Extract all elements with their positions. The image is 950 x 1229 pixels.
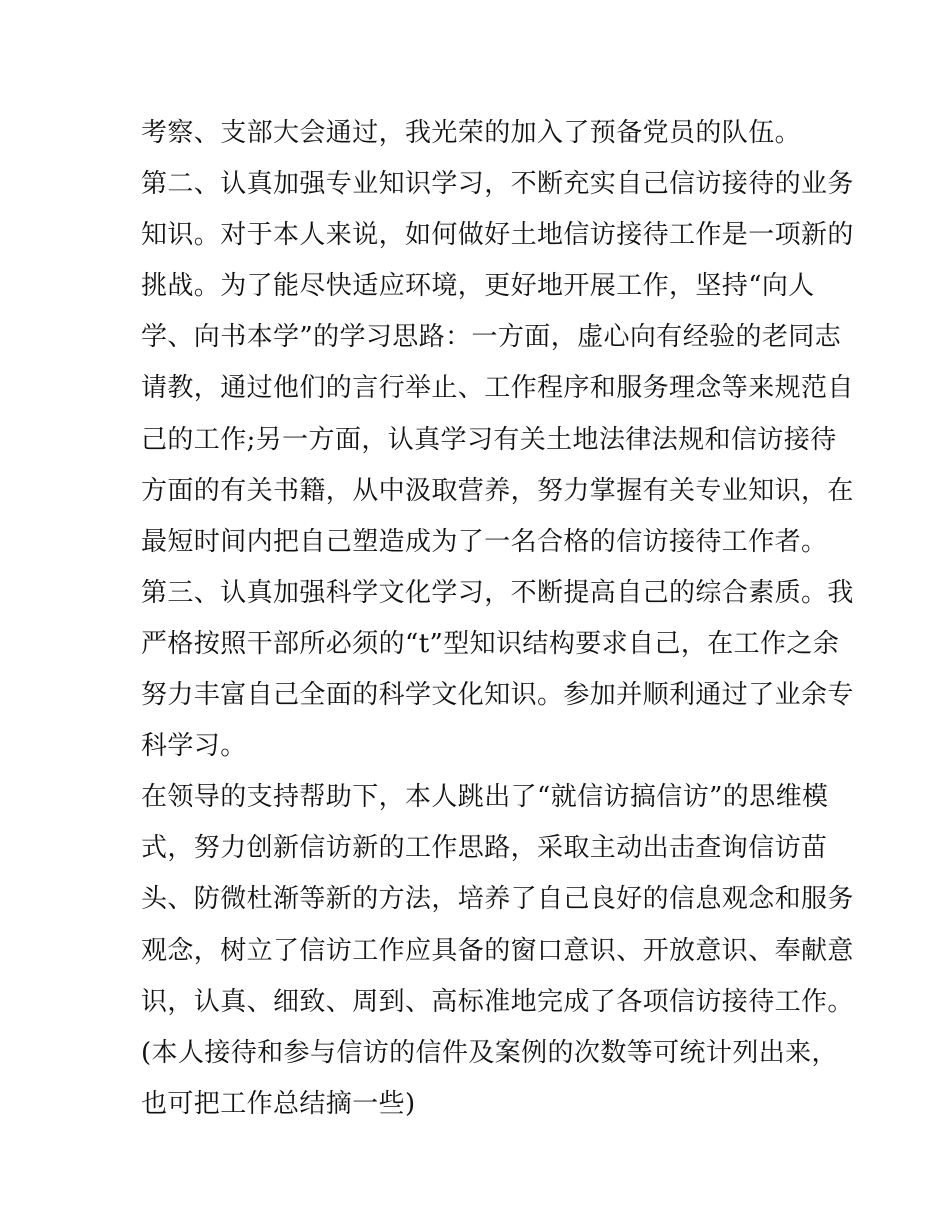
text-line: 严格按照干部所必须的“t”型知识结构要求自己，在工作之余 bbox=[141, 628, 840, 659]
text-line: 头、防微杜渐等新的方法，培养了自己良好的信息观念和服务 bbox=[141, 884, 854, 915]
text-line: 式，努力创新信访新的工作思路，采取主动出击查询信访苗 bbox=[141, 833, 828, 864]
text-line: 知识。对于本人来说，如何做好土地信访接待工作是一项新的 bbox=[141, 220, 854, 251]
text-line: 在领导的支持帮助下，本人跳出了“就信访搞信访”的思维模 bbox=[141, 782, 829, 813]
text-line: (本人接待和参与信访的信件及案例的次数等可统计列出来， bbox=[141, 1037, 838, 1068]
text-line: 努力丰富自己全面的科学文化知识。参加并顺利通过了业余专 bbox=[141, 680, 854, 711]
text-line: 第二、认真加强专业知识学习，不断充实自己信访接待的业务 bbox=[141, 169, 854, 200]
text-line: 科学习。 bbox=[141, 731, 247, 762]
text-line: 考察、支部大会通过，我光荣的加入了预备党员的队伍。 bbox=[141, 118, 802, 148]
text-line: 己的工作;另一方面，认真学习有关土地法律法规和信访接待 bbox=[141, 424, 837, 455]
text-line: 也可把工作总结摘一些) bbox=[141, 1088, 416, 1119]
text-line: 挑战。为了能尽快适应环境，更好地开展工作，坚持“向人 bbox=[141, 271, 815, 302]
text-line: 方面的有关书籍，从中汲取营养，努力掌握有关专业知识，在 bbox=[141, 475, 854, 506]
text-line: 请教，通过他们的言行举止、工作程序和服务理念等来规范自 bbox=[141, 373, 854, 404]
text-line: 识，认真、细致、周到、高标准地完成了各项信访接待工作。 bbox=[141, 986, 854, 1017]
text-line: 最短时间内把自己塑造成为了一名合格的信访接待工作者。 bbox=[141, 526, 828, 557]
text-line: 观念，树立了信访工作应具备的窗口意识、开放意识、奉献意 bbox=[141, 935, 854, 966]
text-line: 学、向书本学”的学习思路：一方面，虚心向有经验的老同志 bbox=[141, 322, 842, 353]
body-text bbox=[141, 108, 854, 1130]
text-line: 第三、认真加强科学文化学习，不断提高自己的综合素质。我 bbox=[141, 577, 854, 608]
